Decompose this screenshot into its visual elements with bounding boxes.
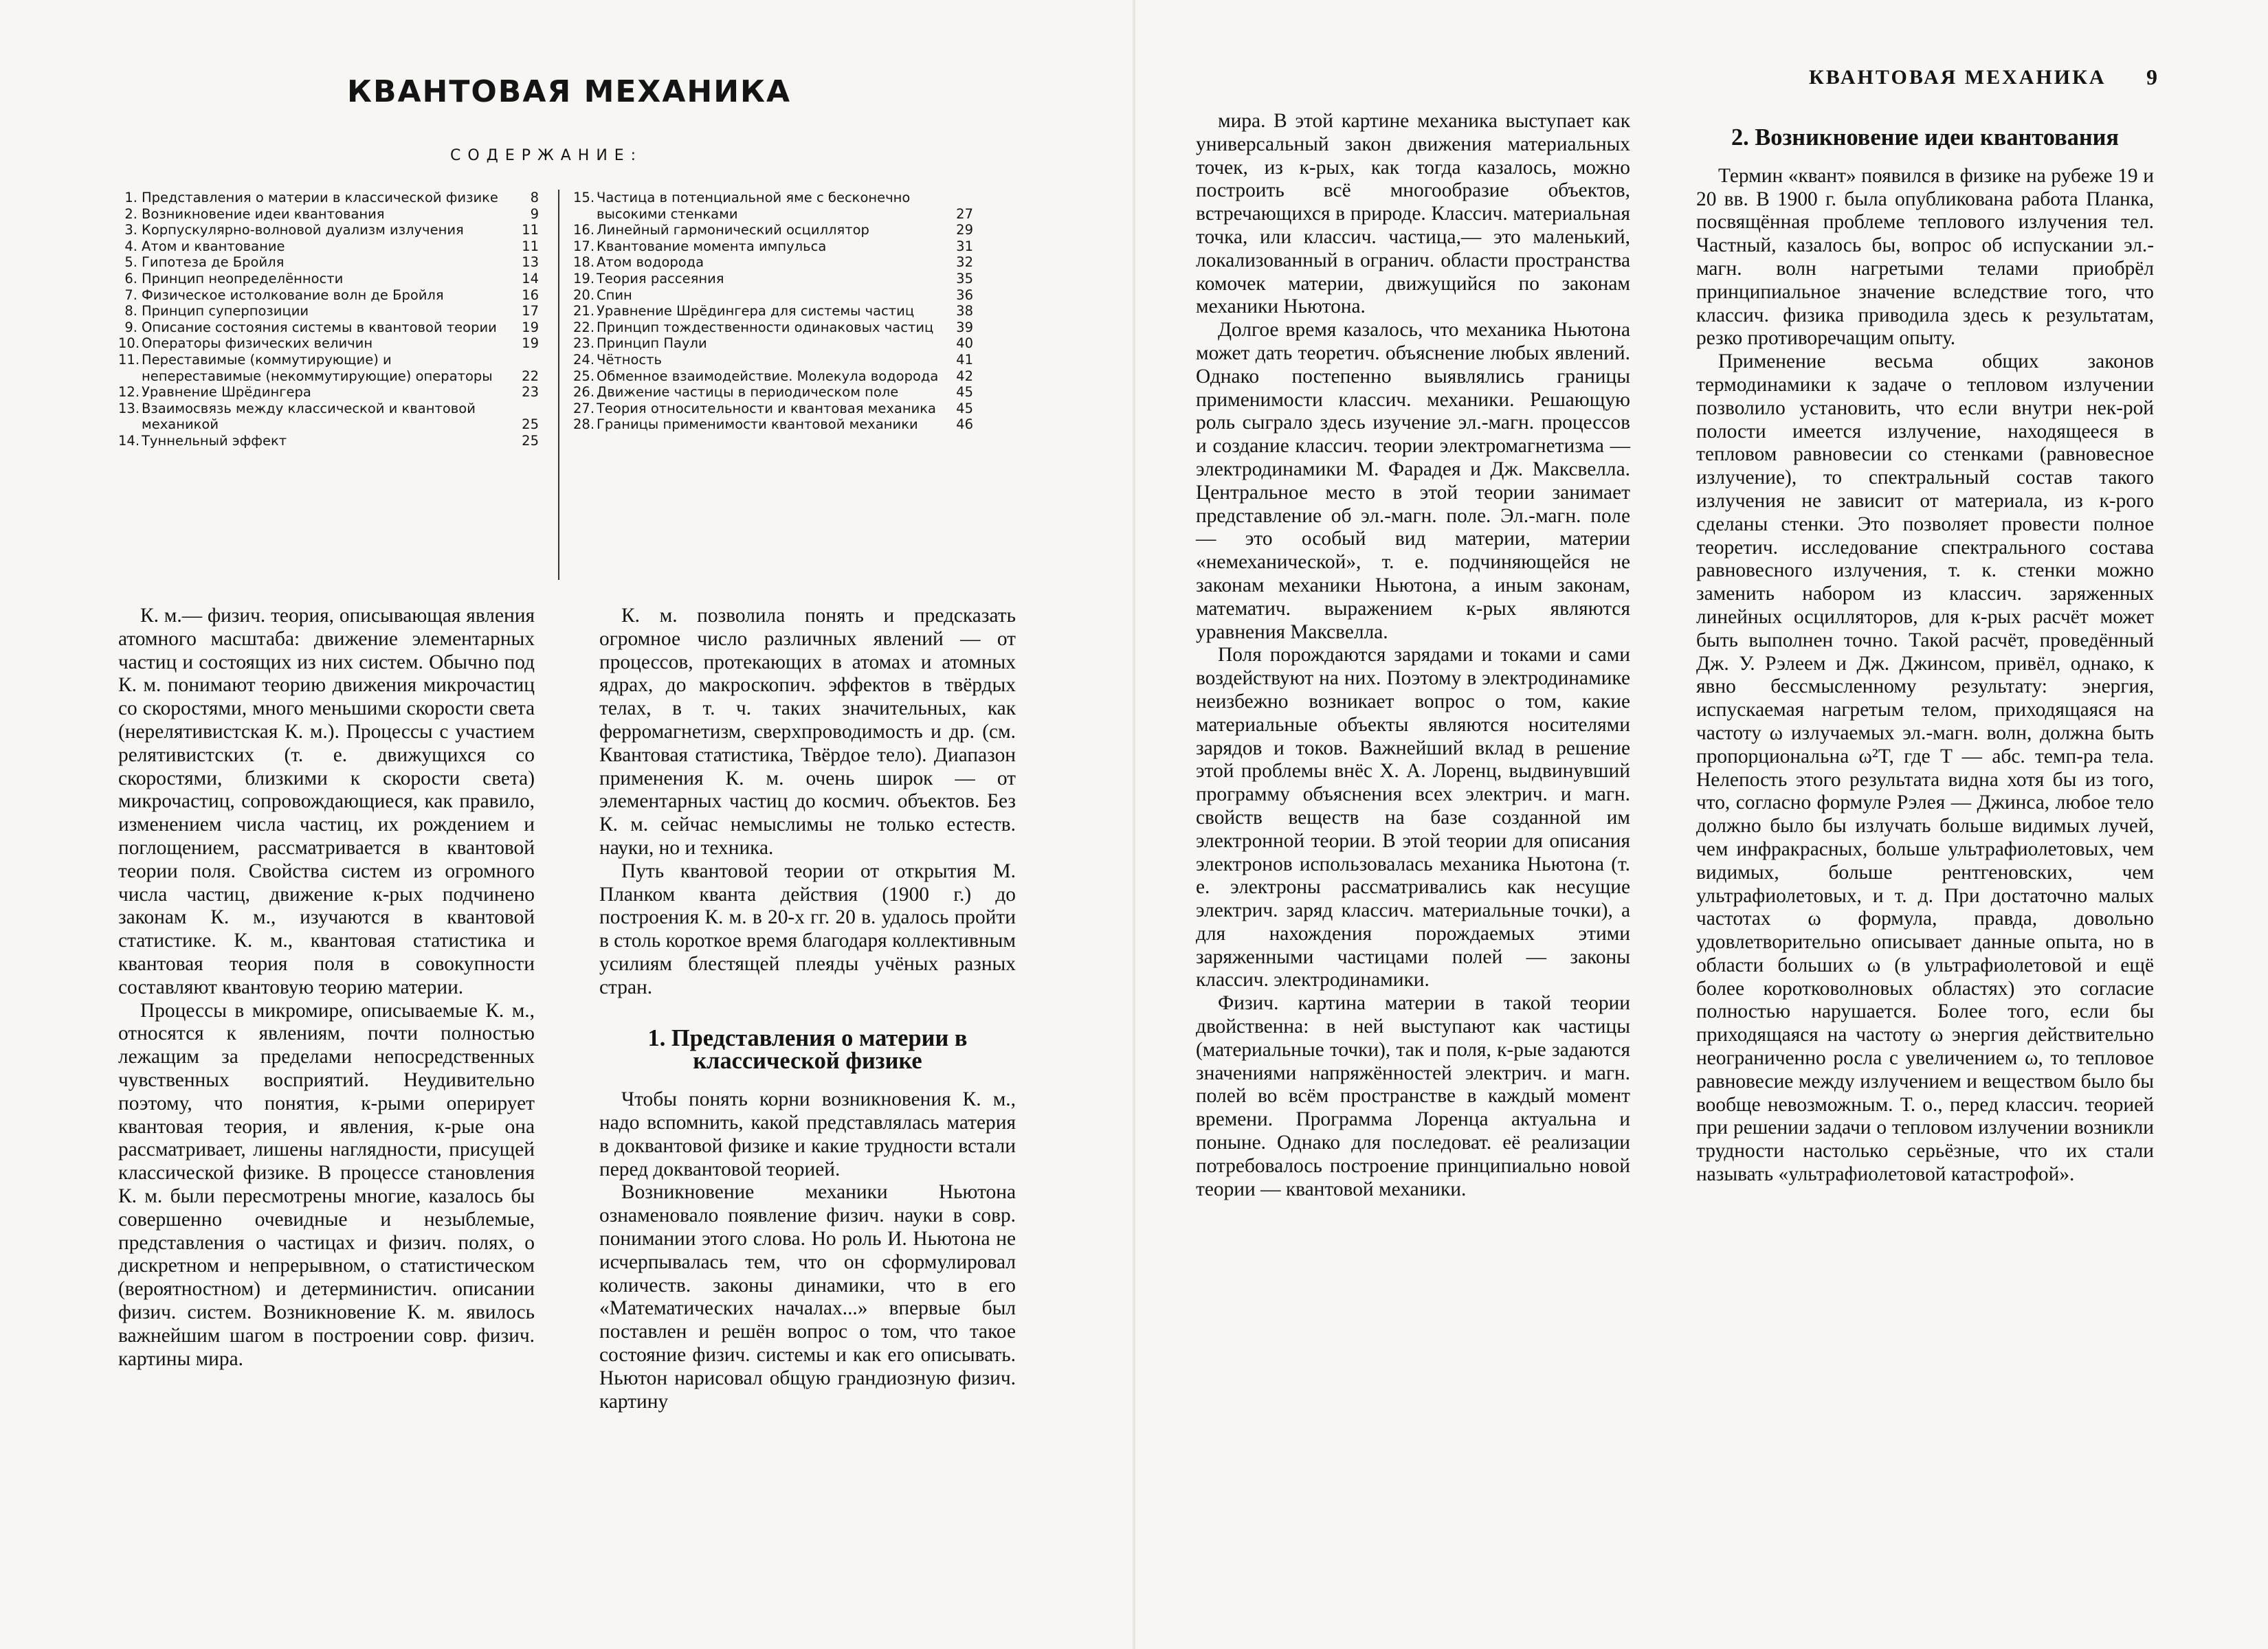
toc-entry-number: 16. xyxy=(573,222,595,238)
toc-heading: СОДЕРЖАНИЕ: xyxy=(450,147,643,164)
paragraph: К. м. позволила понять и предсказать огромное число различных явлений — от процессов, протекающих в атомах и атомных ядрах, до макроскопич. эффектов в твёрдых телах, в т. ч. таких значительных, как ферромагнетизм, сверхпроводимость и др. (см. Квантовая статистика, Твёрдое тело). Диапазон применения К. м. очень широк — от элементарных частиц до космич. объектов. Без К. м. сейчас немыслимы не только естеств. науки, но и техника. xyxy=(599,605,1016,859)
toc-entry-title: Теория рассеяния xyxy=(597,270,724,287)
toc-entry-title: Границы применимости квантовой механики xyxy=(597,416,918,433)
toc-entry-number: 1. xyxy=(124,190,137,205)
toc-entry xyxy=(118,206,539,223)
toc-entry xyxy=(118,271,539,287)
right-page xyxy=(1134,0,2268,1649)
toc-entry-title: Представления о материи в классической физике xyxy=(142,190,498,205)
paragraph: Физич. картина материи в такой теории двойственна: в ней выступают как частицы (материальные точки), так и поля, к-рые задаются значениями напряжённостей электрич. и магн. полей во всём пространстве в каждый момент времени. Программа Лоренца актуальна и поныне. Однако для последоват. её реализации потребовалось построение принципиально новой теории — квантовой механики. xyxy=(1196,992,1630,1200)
toc-entry-page: 25 xyxy=(522,416,539,433)
toc-entry-title: Уравнение Шрёдингера для системы частиц xyxy=(597,303,915,319)
page-number: 9 xyxy=(2146,65,2157,89)
toc-entry-page: 40 xyxy=(956,335,973,352)
toc-entry xyxy=(573,335,973,352)
toc-entry-title: Атом водорода xyxy=(597,254,704,271)
toc-entry-number: 8. xyxy=(124,303,137,319)
toc-entry-title: Гипотеза де Бройля xyxy=(142,254,285,271)
toc-entry-page: 35 xyxy=(956,270,973,287)
toc-divider xyxy=(558,190,559,580)
toc-entry-title: Переставимые (коммутирующие) и непереставимые (некоммутирующие) операторы xyxy=(142,351,493,384)
paragraph: Долгое время казалось, что механика Ньютона может дать теоретич. объяснение любых явлений. Однако постепенно выявлялись границы применимости классич. механики. Решающую роль сыграло здесь изучение эл.-магн. процессов и создание классич. теории электромагнетизма — электродинамики М. Фарадея и Дж. Максвелла. Центральное место в этой теории занимает представление об эл.-магн. поле. Эл.-магн. поле — это особый вид материи, материи «немеханической», т. е. подчиняющейся не законам механики Ньютона, а иным законам, математич. выражением к-рых являются уравнения Максвелла. xyxy=(1196,319,1630,643)
section-1-title: 1. Представления о материи в классической физике xyxy=(647,1024,968,1075)
toc-entry-title: Теория относительности и квантовая механика xyxy=(597,400,936,416)
toc-entry-page: 25 xyxy=(522,432,539,449)
toc-entry-number: 6. xyxy=(124,270,137,287)
toc-entry-title: Линейный гармонический осциллятор xyxy=(597,222,869,238)
toc-entry-number: 20. xyxy=(573,287,595,303)
toc-entry-page: 27 xyxy=(956,205,973,222)
toc-entry-title: Операторы физических величин xyxy=(142,335,373,352)
toc-entry-page: 11 xyxy=(522,222,539,238)
toc-entry-number: 27. xyxy=(573,400,595,416)
toc-entry-number: 23. xyxy=(573,335,595,352)
toc-entry-page: 41 xyxy=(956,351,973,368)
toc-entry-number: 19. xyxy=(573,270,595,287)
toc-entry-page: 14 xyxy=(522,270,539,287)
toc-entry-title: Физическое истолкование волн де Бройля xyxy=(142,287,444,303)
toc-entry-title: Чётность xyxy=(597,351,662,368)
toc-entry-page: 46 xyxy=(956,416,973,433)
toc-entry xyxy=(573,287,973,304)
toc-entry-title: Квантование момента импульса xyxy=(597,238,827,254)
paragraph: мира. В этой картине механика выступает как универсальный закон движения материальных точек, из к-рых, как тогда казалось, можно построить всё многообразие объектов, встречающихся в природе. Классич. материальная точка, или классич. частица,— это маленький, локализованный в огранич. области пространства комочек материи, движущийся по законам механики Ньютона. xyxy=(1196,110,1630,318)
toc-entry-title: Движение частицы в периодическом поле xyxy=(597,384,899,401)
toc-entry-number: 9. xyxy=(124,319,137,335)
column-2-intro xyxy=(599,605,1016,1000)
toc-entry xyxy=(573,238,973,255)
toc-entry-page: 13 xyxy=(522,254,539,271)
toc-entry-page: 19 xyxy=(522,335,539,352)
toc-entry-page: 32 xyxy=(956,254,973,271)
toc-entry-title: Частица в потенциальной яме с бесконечно высокими стенками xyxy=(597,190,911,222)
toc-entry xyxy=(118,222,539,238)
toc-entry xyxy=(573,254,973,271)
toc-entry xyxy=(118,433,539,449)
toc-entry xyxy=(118,238,539,255)
toc-entry xyxy=(573,416,973,433)
toc-entry-title: Принцип тождественности одинаковых частиц xyxy=(597,319,934,335)
toc-entry xyxy=(118,319,539,336)
paragraph: Чтобы понять корни возникновения К. м., надо вспомнить, какой представлялась материя в доквантовой физике и какие трудности встали перед доквантовой теорией. xyxy=(599,1088,1016,1180)
toc-entry xyxy=(573,303,973,319)
toc-entry-number: 28. xyxy=(573,416,595,433)
paragraph: Применение весьма общих законов термодинамики к задаче о тепловом излучении позволило установить, что если внутри нек-рой полости имеется излучение, находящееся в тепловом равновесии со стенками (равновесное излучение), то спектральный состав такого излучения не зависит от материала, из к-рого сделаны стенки. Это позволяет провести полное теоретич. исследование спектрального состава равновесного излучения, т. к. стенки можно заменить набором из классич. заряженных линейных осцилляторов, для к-рых расчёт может быть выполнен точно. Такой расчёт, проведённый Дж. У. Рэлеем и Дж. Джинсом, привёл, однако, к явно бессмысленному результату: энергия, испускаемая нагретым телом, приходящаяся на частоту ω излучаемых эл.-магн. волн, должна быть пропорциональна ω²T, где T — абс. темп-ра тела. Нелепость этого результата видна хотя бы из того, что, согласно формуле Рэлея — Джинса, любое тело должно было бы излучать больше видимых лучей, чем инфракрасных, больше ультрафиолетовых, чем видимых, больше рентгеновских, чем ультрафиолетовых, и т. д. При достаточно малых частотах ω формула, правда, довольно удовлетворительно описывает данные опыта, но в области больших ω (в ультрафиолетовой и ещё более коротковолновых областях) это согласие полностью нарушается. Более того, если бы приходящаяся на частоту ω энергия действительно неограниченно росла с увеличением ω, то тепловое равновесие между излучением и веществом было бы вообще невозможным. Т. о., перед классич. теорией при решении задачи о тепловом излучении возникли трудности настолько серьёзные, что их стали называть «ультрафиолетовой катастрофой». xyxy=(1696,350,2154,1186)
toc-entry-page: 45 xyxy=(956,384,973,401)
toc-entry xyxy=(118,254,539,271)
toc-entry-title: Обменное взаимодействие. Молекула водорода xyxy=(597,368,939,384)
toc-entry-number: 11. xyxy=(118,351,140,368)
text-column-2 xyxy=(599,605,1016,1413)
toc-entry-title: Принцип неопределённости xyxy=(142,270,344,287)
toc-entry-title: Принцип суперпозиции xyxy=(142,303,309,319)
toc-entry xyxy=(573,352,973,368)
toc-entry xyxy=(573,384,973,401)
paragraph: Термин «квант» появился в физике на рубеже 19 и 20 вв. В 1900 г. была опубликована работа Планка, посвящённая проблеме теплового излучения тел. Частный, казалось бы, вопрос об испускании эл.-магн. волн нагретыми телами приобрёл принципиальное значение вследствие того, что классич. физика приводила здесь к результатам, резко противоречащим опыту. xyxy=(1696,164,2154,350)
paragraph: К. м.— физич. теория, описывающая явления атомного масштаба: движение элементарных частиц и состоящих из них систем. Обычно под К. м. понимают теорию движения микрочастиц со скоростями, много меньшими скорости света (нерелятивистская К. м.). Процессы с участием релятивистских (т. е. движущихся со скоростями, близкими к скорости света) микрочастиц, сопровождающиеся, как правило, изменением числа частиц, их рождением и поглощением, рассматривается в квантовой теории поля. Свойства систем из огромного числа частиц, движение к-рых подчинено законам К. м., изучаются в квантовой статистике. К. м., квантовая статистика и квантовая теория поля в совокупности составляют квантовую теорию материи. xyxy=(118,605,535,998)
toc-entry-number: 21. xyxy=(573,303,595,319)
toc-entry-title: Туннельный эффект xyxy=(142,432,287,449)
toc-entry-title: Спин xyxy=(597,287,632,303)
toc-entry-title: Возникновение идеи квантования xyxy=(142,205,385,222)
toc-column-1 xyxy=(118,190,539,449)
running-head: КВАНТОВАЯ МЕХАНИКА xyxy=(1809,66,2106,89)
toc-entry-title: Принцип Паули xyxy=(597,335,707,352)
toc-entry-page: 17 xyxy=(522,303,539,319)
toc-entry-page: 36 xyxy=(956,287,973,303)
toc-entry-title: Корпускулярно-волновой дуализм излучения xyxy=(142,222,464,238)
article-title: КВАНТОВАЯ МЕХАНИКА xyxy=(347,74,792,109)
toc-entry-page: 42 xyxy=(956,368,973,384)
paragraph: Путь квантовой теории от открытия М. Планком кванта действия (1900 г.) до построения К. м. в 20-х гг. 20 в. удалось пройти в столь короткое время благодаря коллективным усилиям блестящей плеяды учёных разных стран. xyxy=(599,860,1016,998)
paragraph: Процессы в микромире, описываемые К. м., относятся к явлениям, почти полностью лежащим за пределами непосредственных чувственных восприятий. Неудивительно поэтому, что понятия, к-рыми оперирует квантовая теория, и явления, к-рые она рассматривает, лишены наглядности, присущей классической физике. В процессе становления К. м. были пересмотрены многие, казалось бы совершенно очевидные и незыблемые, представления о частицах и физич. полях, о дискретном и непрерывном, о статистическом (вероятностном) и детерминистич. описании физич. систем. Возникновение К. м. явилось важнейшим шагом в построении совр. физич. картины мира. xyxy=(118,999,535,1370)
toc-entry xyxy=(118,401,539,433)
toc-entry-page: 31 xyxy=(956,238,973,254)
column-2-section-text xyxy=(599,1088,1016,1413)
toc-entry-number: 10. xyxy=(118,335,140,352)
toc-entry-page: 29 xyxy=(956,222,973,238)
toc-entry xyxy=(118,303,539,319)
column-4-body xyxy=(1696,165,2154,1187)
toc-entry-number: 7. xyxy=(124,287,137,303)
toc-entry xyxy=(573,190,973,222)
toc-entry-number: 14. xyxy=(118,432,140,449)
toc-entry xyxy=(118,190,539,206)
paragraph: Возникновение механики Ньютона ознаменовало появление физич. науки в совр. понимании этого слова. Но роль И. Ньютона не исчерпывалась тем, что он сформулировал количеств. законы динамики, что в его «Математических началах...» впервые был поставлен и решён вопрос о том, что такое состояние физич. системы и как его описывать. Ньютон нарисовал общую грандиозную физич. картину xyxy=(599,1181,1016,1413)
toc-entry-page: 39 xyxy=(956,319,973,335)
toc-entry-number: 26. xyxy=(573,384,595,401)
text-column-4 xyxy=(1696,110,2154,1187)
toc-entry-title: Описание состояния системы в квантовой теории xyxy=(142,319,497,335)
text-column-1 xyxy=(118,605,535,1371)
section-2-title: 2. Возникновение идеи квантования xyxy=(1731,124,2120,150)
paragraph: Поля порождаются зарядами и токами и сами воздействуют на них. Поэтому в электродинамике неизбежно возникает вопрос о том, какие материальные объекты являются носителями зарядов и токов. Важнейший вклад в решение этой проблемы внёс Х. А. Лоренц, выдвинувший программу объяснения всех электрич. и магн. свойств веществ на базе созданной им электронной теории. В этой теории для описания электронов использовалась механика Ньютона (т. е. электроны рассматривались как несущие электрич. заряд классич. материальные точки), а для нахождения порождаемых этими заряженными частицами полей — законы классич. электродинамики. xyxy=(1196,644,1630,991)
toc-entry-number: 22. xyxy=(573,319,595,335)
toc-entry-number: 2. xyxy=(124,205,137,222)
toc-entry-page: 11 xyxy=(522,238,539,254)
toc-entry-page: 9 xyxy=(530,205,539,222)
toc-entry-title: Взаимосвязь между классической и квантовой механикой xyxy=(142,400,476,433)
toc-entry xyxy=(573,368,973,385)
toc-entry-number: 18. xyxy=(573,254,595,271)
toc-entry-page: 22 xyxy=(522,368,539,384)
toc-entry-page: 16 xyxy=(522,287,539,303)
toc-entry-number: 15. xyxy=(573,190,595,205)
toc-entry-title: Атом и квантование xyxy=(142,238,285,254)
toc-entry-page: 23 xyxy=(522,384,539,401)
toc-entry-title: Уравнение Шрёдингера xyxy=(142,384,311,401)
toc-entry-page: 45 xyxy=(956,400,973,416)
toc-entry xyxy=(573,271,973,287)
toc-entry-number: 3. xyxy=(124,222,137,238)
toc-entry-page: 19 xyxy=(522,319,539,335)
toc-entry-number: 17. xyxy=(573,238,595,254)
toc-entry-page: 8 xyxy=(530,190,539,205)
toc-entry-number: 24. xyxy=(573,351,595,368)
toc-entry-number: 4. xyxy=(124,238,137,254)
toc-column-2 xyxy=(573,190,973,433)
toc-entry-page: 38 xyxy=(956,303,973,319)
toc-entry xyxy=(118,384,539,401)
toc-entry xyxy=(573,319,973,336)
text-column-3 xyxy=(1196,110,1630,1201)
toc-entry-number: 12. xyxy=(118,384,140,401)
toc-entry xyxy=(118,287,539,304)
toc-entry xyxy=(118,335,539,352)
toc-entry-number: 5. xyxy=(124,254,137,271)
toc-entry xyxy=(573,222,973,238)
toc-entry xyxy=(118,352,539,384)
toc-entry-number: 13. xyxy=(118,400,140,416)
toc-entry xyxy=(573,401,973,417)
toc-entry-number: 25. xyxy=(573,368,595,384)
